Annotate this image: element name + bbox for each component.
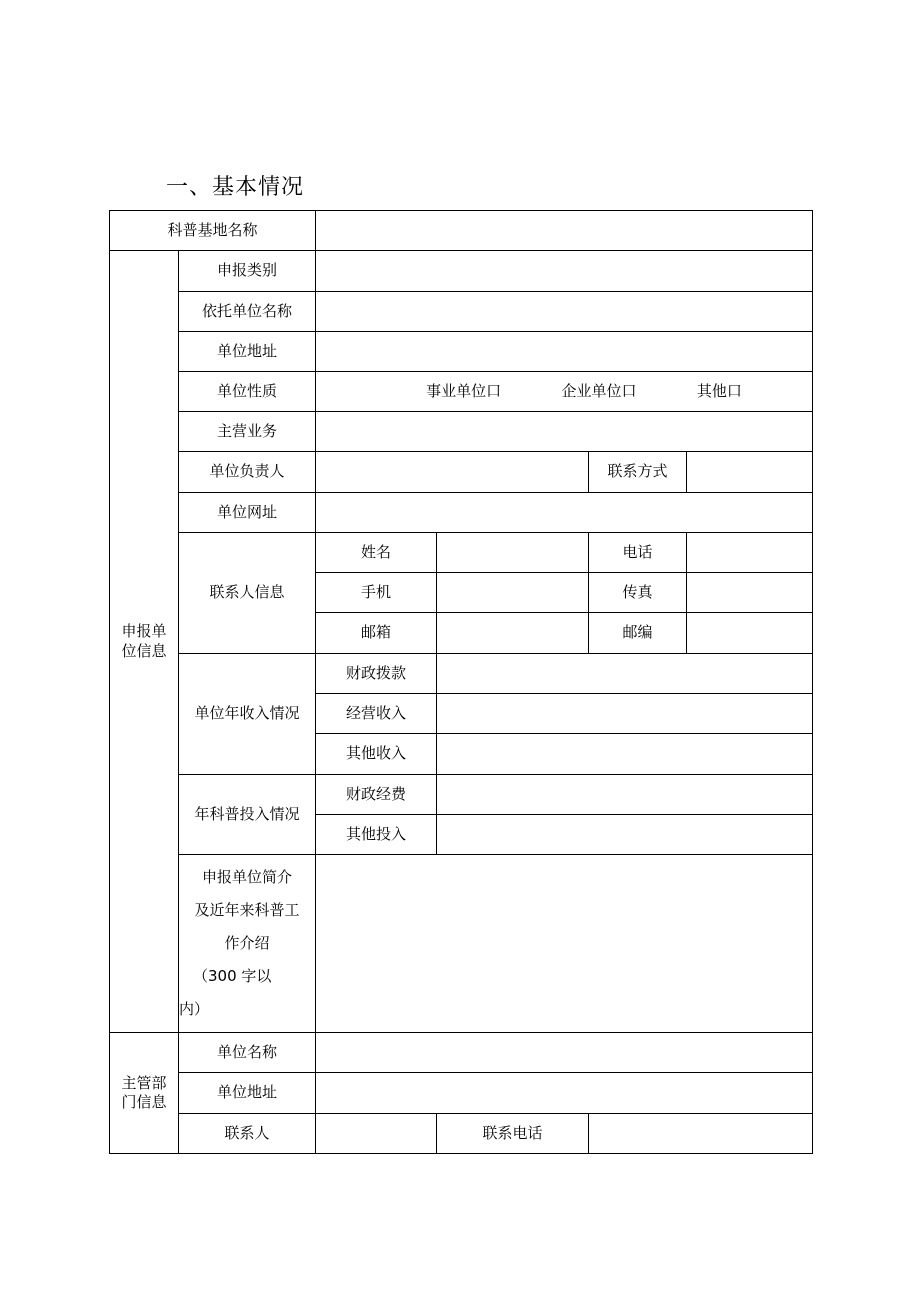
- unit-nature-options: [316, 372, 813, 412]
- income-item-operating: 经营收入: [316, 694, 437, 734]
- phone-label: 电话: [589, 533, 687, 573]
- supervisor-unit-name-field[interactable]: [316, 1033, 813, 1073]
- name-label: 姓名: [316, 533, 437, 573]
- basic-info-table: [109, 210, 813, 1154]
- supervisor-unit-name-label: 单位名称: [179, 1033, 316, 1073]
- postcode-field[interactable]: [687, 613, 813, 654]
- investment-item-other: 其他投入: [316, 815, 437, 855]
- website-field[interactable]: [316, 493, 813, 533]
- supervisor-contact-field[interactable]: [316, 1114, 437, 1154]
- intro-line3: 作介绍: [224, 934, 270, 952]
- supervisor-unit-address-label: 单位地址: [179, 1073, 316, 1114]
- intro-label: [179, 855, 316, 1033]
- base-name-label: 科普基地名称: [110, 211, 316, 251]
- host-unit-label: 依托单位名称: [179, 292, 316, 332]
- supervisor-group-line2: 门信息: [121, 1093, 167, 1111]
- unit-head-field[interactable]: [316, 452, 589, 493]
- science-investment-label: 年科普投入情况: [179, 775, 316, 855]
- supervisor-contact-phone-field[interactable]: [589, 1114, 813, 1154]
- income-operating-field[interactable]: [437, 694, 813, 734]
- main-business-field[interactable]: [316, 412, 813, 452]
- section-heading: 一、基本情况: [166, 175, 305, 200]
- contact-method-label: 联系方式: [589, 452, 687, 493]
- supervisor-group-label: [110, 1033, 179, 1154]
- contact-info-label: 联系人信息: [179, 533, 316, 654]
- income-other-field[interactable]: [437, 734, 813, 775]
- income-item-other: 其他收入: [316, 734, 437, 775]
- intro-line2: 及近年来科普工: [194, 901, 300, 919]
- postcode-label: 邮编: [589, 613, 687, 654]
- phone-field[interactable]: [687, 533, 813, 573]
- applicant-group-line2: 位信息: [121, 641, 167, 660]
- fax-field[interactable]: [687, 573, 813, 613]
- supervisor-contact-label: 联系人: [179, 1114, 316, 1154]
- contact-method-field[interactable]: [687, 452, 813, 493]
- email-label: 邮箱: [316, 613, 437, 654]
- base-name-field[interactable]: [316, 211, 813, 251]
- investment-item-fiscal: 财政经费: [316, 775, 437, 815]
- supervisor-group-line1: 主管部: [121, 1073, 167, 1092]
- investment-fiscal-field[interactable]: [437, 775, 813, 815]
- investment-other-field[interactable]: [437, 815, 813, 855]
- name-field[interactable]: [437, 533, 589, 573]
- income-fiscal-field[interactable]: [437, 654, 813, 694]
- fax-label: 传真: [589, 573, 687, 613]
- intro-field[interactable]: [316, 855, 813, 1033]
- option-enterprise[interactable]: 企业单位口: [561, 381, 637, 400]
- applicant-group-label: [110, 251, 179, 1033]
- intro-line4: （300 字以: [193, 967, 272, 985]
- supervisor-contact-phone-label: 联系电话: [437, 1114, 589, 1154]
- website-label: 单位网址: [179, 493, 316, 533]
- annual-income-label: 单位年收入情况: [179, 654, 316, 775]
- mobile-label: 手机: [316, 573, 437, 613]
- unit-address-label: 单位地址: [179, 332, 316, 372]
- income-item-fiscal: 财政拨款: [316, 654, 437, 694]
- category-field[interactable]: [316, 251, 813, 292]
- unit-head-label: 单位负责人: [179, 452, 316, 493]
- main-business-label: 主营业务: [179, 412, 316, 452]
- intro-line1: 申报单位简介: [202, 868, 293, 886]
- unit-nature-label: 单位性质: [179, 372, 316, 412]
- intro-line5: 内）: [179, 1000, 210, 1018]
- applicant-group-line1: 申报单: [121, 622, 167, 640]
- category-label: 申报类别: [179, 251, 316, 292]
- supervisor-unit-address-field[interactable]: [316, 1073, 813, 1114]
- option-other[interactable]: 其他口: [696, 381, 742, 400]
- unit-address-field[interactable]: [316, 332, 813, 372]
- option-public-institution[interactable]: 事业单位口: [426, 381, 502, 400]
- email-field[interactable]: [437, 613, 589, 654]
- mobile-field[interactable]: [437, 573, 589, 613]
- host-unit-field[interactable]: [316, 292, 813, 332]
